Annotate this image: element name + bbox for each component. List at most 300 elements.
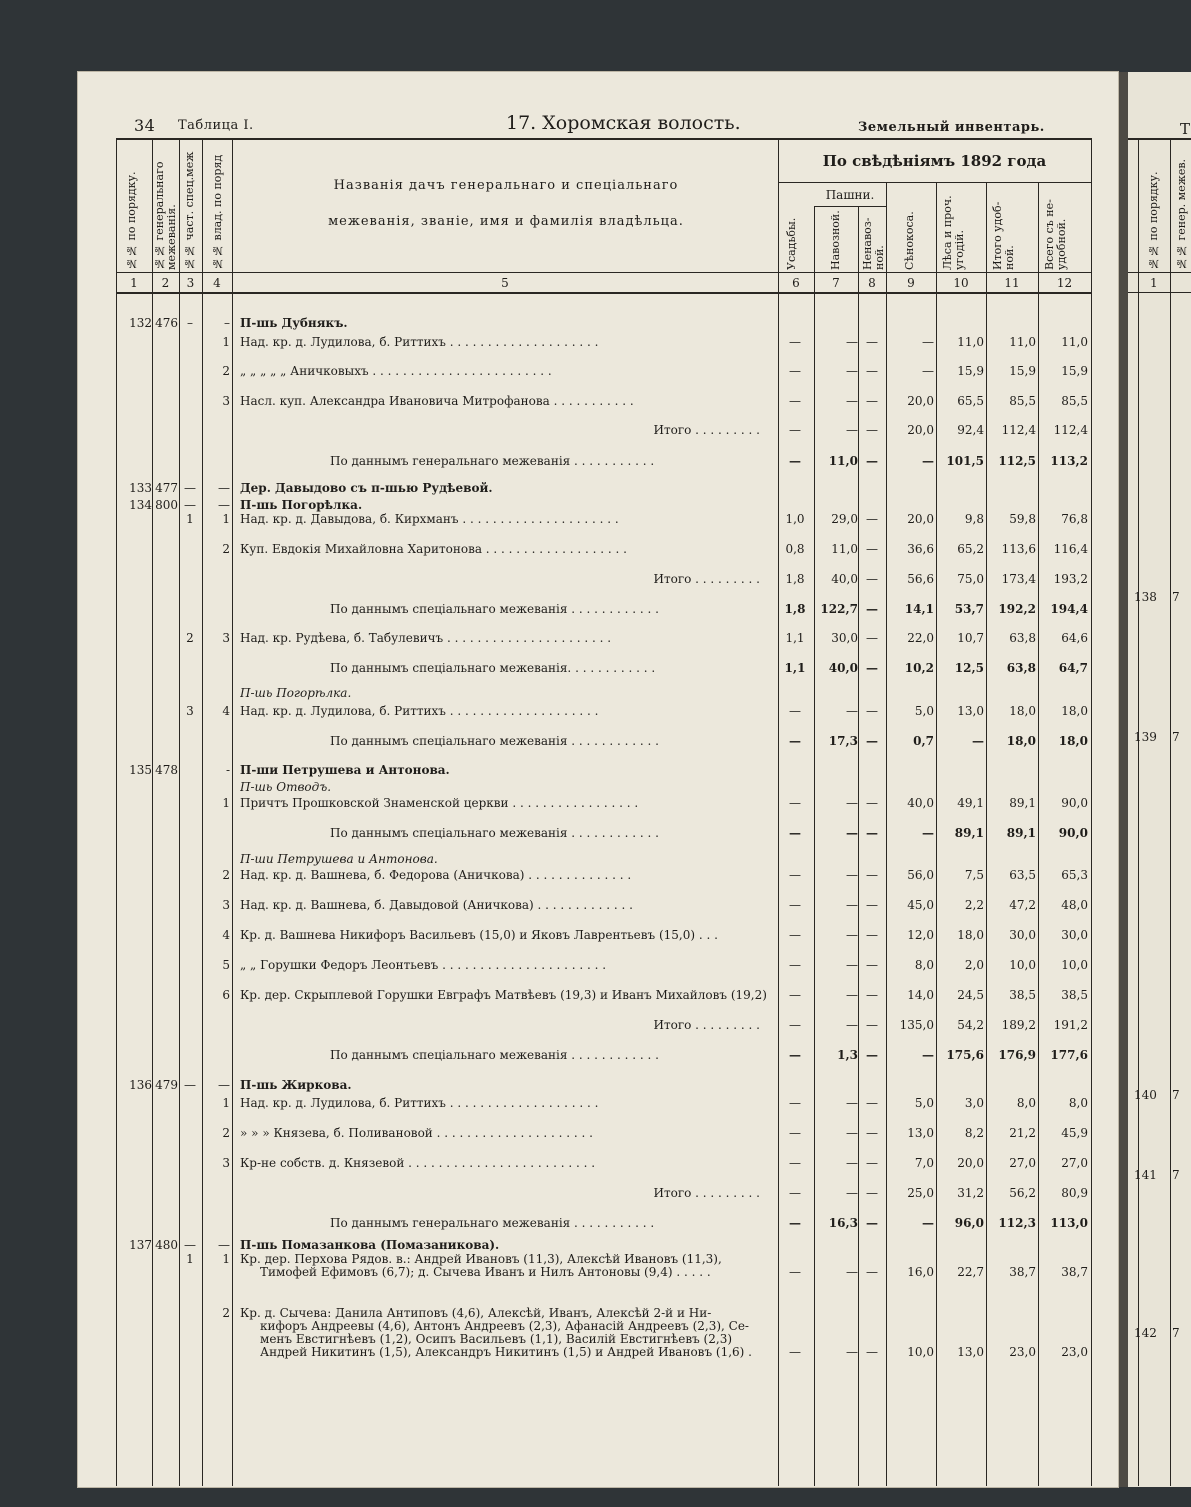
right-entry-142-b: 7: [1172, 1326, 1180, 1340]
row-value-c7: —: [846, 1156, 858, 1170]
row-value-c11: 18,0: [1009, 704, 1036, 718]
row-value-c6: 1,1: [785, 631, 805, 645]
row-value-c6: —: [789, 928, 801, 942]
row-c2: 800: [155, 498, 178, 512]
row-value-c7: —: [846, 868, 858, 882]
table-row: [78, 572, 1118, 588]
row-value-c12: 18,0: [1061, 704, 1088, 718]
row-description: Над. кр. д. Вашнева, б. Федорова (Аничкова) . . . . . . . . . . . . . .: [240, 868, 632, 882]
row-value-c9: 14,1: [904, 602, 934, 616]
row-value-c6: 0,8: [785, 542, 805, 556]
row-value-c11: 10,0: [1009, 958, 1036, 972]
row-value-c8: —: [866, 1156, 878, 1170]
row-c1: 136: [129, 1078, 152, 1092]
colnum-9: 9: [907, 276, 915, 290]
row-value-c6: —: [789, 1216, 801, 1230]
row-value-c9: 5,0: [914, 704, 934, 718]
row-description: По даннымъ генеральнаго межеванія . . . . . . . . . . .: [330, 454, 655, 468]
row-value-c10: 9,8: [964, 512, 984, 526]
table-top-border: [116, 138, 1092, 140]
row-value-c7: —: [846, 988, 858, 1002]
row-value-c8: —: [866, 734, 878, 748]
col-header-10: Лѣса и проч. угодій.: [941, 195, 966, 270]
table-row: [78, 1252, 1118, 1279]
row-description: П-шь Отводъ.: [240, 780, 332, 794]
row-value-c7: —: [846, 1345, 858, 1359]
row-value-c11: 8,0: [1016, 1096, 1036, 1110]
row-description-continued: менъ Евстигнѣевъ (1,2), Осипъ Васильевъ (1,1), Василій Евстигнѣевъ (2,3): [260, 1332, 733, 1346]
row-value-c10: —: [972, 734, 984, 748]
row-value-c11: 11,0: [1009, 335, 1036, 349]
right-entry-140-b: 7: [1172, 1088, 1180, 1102]
row-value-c6: —: [789, 1048, 801, 1062]
row-value-c9: —: [922, 364, 934, 378]
row-description: П-шь Дубнякъ.: [240, 316, 348, 330]
row-value-c10: 24,5: [957, 988, 984, 1002]
row-value-c11: 112,4: [1001, 423, 1036, 437]
row-value-c10: 13,0: [957, 704, 984, 718]
group-divider: [778, 182, 1092, 183]
table-row: [78, 898, 1118, 914]
row-c4: 6: [222, 988, 230, 1002]
col-header-3: №№ част. спец.меж: [183, 151, 196, 270]
row-value-c11: 112,3: [998, 1216, 1036, 1230]
row-value-c8: —: [866, 364, 878, 378]
row-value-c10: 54,2: [957, 1018, 984, 1032]
number-row-divider: [116, 292, 1092, 294]
table-row: [78, 852, 1118, 868]
row-c1: 134: [129, 498, 152, 512]
row-description: Над. кр. д. Лудилова, б. Риттихъ . . . . . . . . . . . . . . . . . . . .: [240, 1096, 599, 1110]
row-value-c9: 20,0: [907, 423, 934, 437]
table-row: [78, 1186, 1118, 1202]
row-description: По даннымъ спеціальнаго межеванія . . . . . . . . . . . .: [330, 734, 659, 748]
right-entry-139: 139: [1134, 730, 1157, 744]
row-description: Дер. Давыдово съ п-шью Рудѣевой.: [240, 481, 493, 495]
row-value-c8: —: [866, 826, 878, 840]
right-entry-142: 142: [1134, 1326, 1157, 1340]
col-header-11: Итого удоб-ной.: [991, 201, 1016, 270]
row-value-c6: —: [789, 796, 801, 810]
row-value-c10: 65,5: [957, 394, 984, 408]
row-value-c12: 64,6: [1061, 631, 1088, 645]
row-c4: –: [224, 316, 230, 330]
colnum-8: 8: [868, 276, 876, 290]
row-value-c8: —: [866, 1096, 878, 1110]
row-description: Куп. Евдокія Михайловна Харитонова . . . . . . . . . . . . . . . . . . .: [240, 542, 627, 556]
table-row: [78, 512, 1118, 528]
row-description: Над. кр. д. Вашнева, б. Давыдовой (Аничкова) . . . . . . . . . . . . .: [240, 898, 633, 912]
row-value-c7: —: [846, 1265, 858, 1279]
row-value-c6: —: [789, 1018, 801, 1032]
row-value-c12: 194,4: [1050, 602, 1088, 616]
row-value-c12: 76,8: [1061, 512, 1088, 526]
table-row: [78, 1306, 1118, 1359]
group-header: По свѣдѣніямъ 1892 года: [822, 152, 1047, 170]
row-c3: 1: [186, 512, 194, 526]
row-description: П-шь Погорѣлка.: [240, 686, 352, 700]
row-value-c8: —: [866, 958, 878, 972]
row-c4: 3: [222, 394, 230, 408]
row-value-c8: —: [866, 661, 878, 675]
row-value-c7: —: [846, 394, 858, 408]
row-value-c7: 29,0: [831, 512, 858, 526]
row-c4: 5: [222, 958, 230, 972]
row-value-c10: 15,9: [957, 364, 984, 378]
row-value-c11: 112,5: [998, 454, 1036, 468]
row-value-c12: 90,0: [1061, 796, 1088, 810]
row-c1: 132: [129, 316, 152, 330]
row-value-c7: 1,3: [837, 1048, 858, 1062]
row-value-c12: 38,5: [1061, 988, 1088, 1002]
row-value-c10: 2,0: [964, 958, 984, 972]
row-value-c8: —: [866, 1216, 878, 1230]
row-value-c7: —: [846, 826, 858, 840]
colnum-6: 6: [792, 276, 800, 290]
table-row: [78, 481, 1118, 497]
row-value-c12: 85,5: [1061, 394, 1088, 408]
row-value-c12: 15,9: [1061, 364, 1088, 378]
colnum-3: 3: [186, 276, 195, 290]
row-value-c11: 18,0: [1006, 734, 1036, 748]
col-header-1: №№ по порядку.: [125, 171, 138, 270]
row-value-c8: —: [866, 1186, 878, 1200]
row-value-c9: 5,0: [914, 1096, 934, 1110]
right-entry-138-b: 7: [1172, 590, 1180, 604]
table-label: Таблица I.: [178, 118, 254, 133]
right-page-header: Т: [1180, 120, 1191, 138]
right-entry-140: 140: [1134, 1088, 1157, 1102]
row-value-c10: 8,2: [964, 1126, 984, 1140]
table-row: [78, 763, 1118, 779]
row-c4: 2: [222, 1306, 230, 1320]
row-value-c6: —: [789, 704, 801, 718]
colnum-7: 7: [832, 276, 840, 290]
row-value-c6: —: [789, 423, 801, 437]
row-value-c9: 13,0: [907, 1126, 934, 1140]
row-value-c8: —: [866, 423, 878, 437]
right-page-fragment: [1128, 72, 1191, 1487]
row-c2: 480: [155, 1238, 178, 1252]
row-c1: 135: [129, 763, 152, 777]
row-c2: 476: [155, 316, 178, 330]
row-value-c9: —: [922, 335, 934, 349]
row-value-c6: —: [789, 958, 801, 972]
row-value-c11: 176,9: [998, 1048, 1036, 1062]
row-value-c7: 40,0: [831, 572, 858, 586]
row-description: П-шь Помазанкова (Помазаникова).: [240, 1238, 500, 1252]
row-value-c6: —: [789, 1265, 801, 1279]
table-row: [78, 928, 1118, 944]
row-value-c11: 113,6: [1001, 542, 1036, 556]
row-value-c10: 75,0: [957, 572, 984, 586]
pashni-divider: [814, 206, 886, 207]
col-header-8: Ненавоз-ной.: [861, 217, 886, 270]
row-value-c7: —: [846, 796, 858, 810]
row-value-c11: 59,8: [1009, 512, 1036, 526]
row-value-c10: 12,5: [954, 661, 984, 675]
row-value-c6: —: [789, 1186, 801, 1200]
row-value-c10: 11,0: [957, 335, 984, 349]
row-value-c7: —: [846, 958, 858, 972]
row-value-c11: 63,8: [1006, 661, 1036, 675]
row-c2: 479: [155, 1078, 178, 1092]
table-row: [78, 1096, 1118, 1112]
row-description: Насл. куп. Александра Ивановича Митрофанова . . . . . . . . . . .: [240, 394, 634, 408]
right-col-number: 1: [1150, 276, 1158, 290]
row-value-c9: 7,0: [914, 1156, 934, 1170]
row-value-c6: —: [789, 868, 801, 882]
row-value-c6: —: [789, 1345, 801, 1359]
row-value-c11: 89,1: [1009, 796, 1036, 810]
row-c4: —: [218, 1078, 230, 1092]
row-value-c9: 10,2: [904, 661, 934, 675]
col5-header-line1: Названія дачъ генеральнаго и спеціальнаго: [333, 178, 679, 193]
row-value-c8: —: [866, 898, 878, 912]
row-c4: 3: [222, 1156, 230, 1170]
row-value-c6: —: [789, 1156, 801, 1170]
document-page: [78, 72, 1118, 1487]
row-value-c9: 36,6: [907, 542, 934, 556]
row-c4: 3: [222, 631, 230, 645]
row-description: П-ши Петрушева и Антонова.: [240, 763, 450, 777]
row-c3: 3: [186, 704, 194, 718]
row-value-c9: 0,7: [913, 734, 934, 748]
section-label: Земельный инвентарь.: [858, 120, 1045, 135]
row-value-c11: 56,2: [1009, 1186, 1036, 1200]
colnum-11: 11: [1004, 276, 1020, 290]
row-value-c10: 175,6: [946, 1048, 984, 1062]
row-value-c12: 8,0: [1068, 1096, 1088, 1110]
row-description: Над. кр. Рудѣева, б. Табулевичъ . . . . . . . . . . . . . . . . . . . . . .: [240, 631, 612, 645]
row-value-c8: —: [866, 988, 878, 1002]
table-row: [78, 1018, 1118, 1034]
row-value-c9: 10,0: [907, 1345, 934, 1359]
row-value-c6: 1,0: [785, 512, 805, 526]
row-value-c9: 20,0: [907, 512, 934, 526]
row-value-c8: —: [866, 572, 878, 586]
row-value-c8: —: [866, 1345, 878, 1359]
row-value-c6: 1,8: [784, 602, 806, 616]
row-value-c7: —: [846, 364, 858, 378]
table-row: [78, 631, 1118, 647]
col-header-7: Навозной.: [829, 210, 842, 270]
row-c2: 477: [155, 481, 178, 495]
row-value-c12: 116,4: [1053, 542, 1088, 556]
col-header-2: №№ генеральнаго межеванія.: [153, 161, 178, 270]
row-value-c12: 27,0: [1061, 1156, 1088, 1170]
row-value-c6: —: [789, 1096, 801, 1110]
row-description: Итого . . . . . . . . .: [653, 423, 760, 437]
colnum-4: 4: [213, 276, 221, 290]
row-value-c11: 63,5: [1009, 868, 1036, 882]
row-c4: 4: [222, 704, 230, 718]
row-c3: –: [187, 316, 193, 330]
table-row: [78, 734, 1118, 750]
row-value-c8: —: [866, 928, 878, 942]
row-value-c7: 11,0: [828, 454, 858, 468]
row-value-c12: 65,3: [1061, 868, 1088, 882]
row-description: Над. кр. д. Давыдова, б. Кирхманъ . . . . . . . . . . . . . . . . . . . . .: [240, 512, 619, 526]
table-row: [78, 1156, 1118, 1172]
row-value-c7: —: [846, 928, 858, 942]
table-row: [78, 780, 1118, 796]
colnum-5: 5: [501, 276, 509, 290]
row-value-c11: 85,5: [1009, 394, 1036, 408]
row-value-c12: 10,0: [1061, 958, 1088, 972]
row-value-c9: —: [922, 454, 934, 468]
row-value-c9: 45,0: [907, 898, 934, 912]
row-value-c11: 89,1: [1006, 826, 1036, 840]
row-value-c10: 7,5: [964, 868, 984, 882]
table-row: [78, 364, 1118, 380]
row-description: П-шь Погорѣлка.: [240, 498, 363, 512]
row-value-c12: 30,0: [1061, 928, 1088, 942]
row-c4: -: [225, 763, 230, 777]
row-c3: 2: [186, 631, 194, 645]
row-value-c6: —: [789, 335, 801, 349]
row-value-c9: 22,0: [907, 631, 934, 645]
row-value-c12: 113,0: [1050, 1216, 1088, 1230]
row-value-c6: 1,8: [785, 572, 805, 586]
row-value-c10: 22,7: [957, 1265, 984, 1279]
row-value-c7: 17,3: [828, 734, 858, 748]
row-c4: —: [218, 1238, 230, 1252]
row-value-c12: 193,2: [1053, 572, 1088, 586]
row-value-c12: 80,9: [1061, 1186, 1088, 1200]
row-value-c11: 47,2: [1009, 898, 1036, 912]
row-value-c7: —: [846, 1186, 858, 1200]
row-value-c10: 101,5: [946, 454, 984, 468]
row-value-c8: —: [866, 1048, 878, 1062]
col-header-4: №№ влад. по поряд: [211, 154, 224, 270]
table-row: [78, 686, 1118, 702]
row-value-c6: —: [789, 1126, 801, 1140]
row-value-c12: 45,9: [1061, 1126, 1088, 1140]
row-description: Итого . . . . . . . . .: [653, 1186, 760, 1200]
row-value-c7: —: [846, 1018, 858, 1032]
row-value-c8: —: [866, 454, 878, 468]
row-value-c12: 113,2: [1050, 454, 1088, 468]
row-value-c7: —: [846, 335, 858, 349]
row-description-continued: кифоръ Андреевы (4,6), Антонъ Андреевъ (2,3), Афанасій Андреевъ (2,3), Се-: [260, 1319, 749, 1333]
table-row: [78, 602, 1118, 618]
colnum-10: 10: [953, 276, 969, 290]
row-c4: 1: [222, 335, 230, 349]
table-row: [78, 542, 1118, 558]
row-value-c8: —: [866, 868, 878, 882]
row-value-c11: 63,8: [1009, 631, 1036, 645]
row-description: По даннымъ генеральнаго межеванія . . . . . . . . . . .: [330, 1216, 655, 1230]
row-value-c8: —: [866, 542, 878, 556]
right-col-line-1: [1170, 138, 1171, 1486]
row-value-c12: 48,0: [1061, 898, 1088, 912]
table-row: [78, 868, 1118, 884]
row-value-c12: 18,0: [1058, 734, 1088, 748]
row-value-c8: —: [866, 602, 878, 616]
row-value-c11: 23,0: [1009, 1345, 1036, 1359]
row-value-c10: 3,0: [964, 1096, 984, 1110]
row-value-c9: 20,0: [907, 394, 934, 408]
row-value-c9: 135,0: [899, 1018, 934, 1032]
colnum-2: 2: [161, 276, 170, 290]
row-description: По даннымъ спеціальнаго межеванія . . . . . . . . . . . .: [330, 1048, 659, 1062]
row-value-c10: 49,1: [957, 796, 984, 810]
row-value-c11: 192,2: [998, 602, 1036, 616]
row-c2: 478: [155, 763, 178, 777]
row-c4: 1: [222, 796, 230, 810]
row-c4: 4: [222, 928, 230, 942]
col-header-6: Усадьбы.: [785, 217, 798, 270]
table-row: [78, 704, 1118, 720]
row-value-c10: 2,2: [964, 898, 984, 912]
row-value-c8: —: [866, 1265, 878, 1279]
row-value-c6: 1,1: [784, 661, 806, 675]
row-value-c9: 8,0: [914, 958, 934, 972]
row-description: Кр. д. Сычева: Данила Антиповъ (4,6), Алексѣй, Иванъ, Алексѣй 2-й и Ни-: [240, 1306, 712, 1320]
row-description: По даннымъ спеціальнаго межеванія . . . . . . . . . . . .: [330, 826, 659, 840]
row-description: П-ши Петрушева и Антонова.: [240, 852, 438, 866]
row-description: По даннымъ спеціальнаго межеванія . . . . . . . . . . . .: [330, 602, 659, 616]
row-description: Итого . . . . . . . . .: [653, 572, 760, 586]
row-description-continued: Тимофей Ефимовъ (6,7); д. Сычева Иванъ и Нилъ Антоновы (9,4) . . . . .: [260, 1265, 711, 1279]
row-value-c9: 25,0: [907, 1186, 934, 1200]
row-description: „ „ „ „ „ Аничковыхъ . . . . . . . . . . . . . . . . . . . . . . . .: [240, 364, 552, 378]
row-value-c7: 11,0: [831, 542, 858, 556]
row-value-c10: 10,7: [957, 631, 984, 645]
table-row: [78, 1048, 1118, 1064]
table-row: [78, 1216, 1118, 1232]
row-value-c7: 40,0: [828, 661, 858, 675]
page-gutter: [1118, 72, 1128, 1487]
row-description: Кр. дер. Скрыплевой Горушки Евграфъ Матвѣевъ (19,3) и Иванъ Михайловъ (19,2): [240, 988, 767, 1002]
row-value-c7: —: [846, 1096, 858, 1110]
row-description: Кр. д. Вашнева Никифоръ Васильевъ (15,0) и Яковъ Лаврентьевъ (15,0) . . .: [240, 928, 718, 942]
row-value-c12: 38,7: [1061, 1265, 1088, 1279]
row-value-c10: 13,0: [957, 1345, 984, 1359]
row-value-c10: 18,0: [957, 928, 984, 942]
row-value-c11: 21,2: [1009, 1126, 1036, 1140]
page-title: 17. Хоромская волость.: [506, 112, 741, 134]
right-col-header: №№ по порядку.: [1147, 171, 1160, 270]
row-value-c6: —: [789, 988, 801, 1002]
table-row: [78, 661, 1118, 677]
row-value-c8: —: [866, 1126, 878, 1140]
row-value-c7: —: [846, 1126, 858, 1140]
row-c3: —: [184, 481, 196, 495]
row-value-c9: —: [922, 1216, 934, 1230]
row-value-c9: 16,0: [907, 1265, 934, 1279]
row-c3: —: [184, 498, 196, 512]
table-row: [78, 958, 1118, 974]
row-c3: —: [184, 1238, 196, 1252]
row-value-c12: 11,0: [1061, 335, 1088, 349]
page-number: 34: [134, 116, 156, 135]
row-value-c10: 20,0: [957, 1156, 984, 1170]
row-value-c12: 90,0: [1058, 826, 1088, 840]
row-value-c10: 31,2: [957, 1186, 984, 1200]
row-value-c7: —: [846, 704, 858, 718]
table-row: [78, 316, 1118, 332]
row-value-c11: 189,2: [1001, 1018, 1036, 1032]
row-description: » » » Князева, б. Поливановой . . . . . . . . . . . . . . . . . . . . .: [240, 1126, 593, 1140]
row-value-c6: —: [789, 454, 801, 468]
row-c4: —: [218, 498, 230, 512]
row-value-c6: —: [789, 364, 801, 378]
row-description: Над. кр. д. Лудилова, б. Риттихъ . . . . . . . . . . . . . . . . . . . .: [240, 704, 599, 718]
row-value-c12: 23,0: [1061, 1345, 1088, 1359]
row-description: Кр. дер. Перхова Рядов. в.: Андрей Ивановъ (11,3), Алексѣй Ивановъ (11,3),: [240, 1252, 722, 1266]
